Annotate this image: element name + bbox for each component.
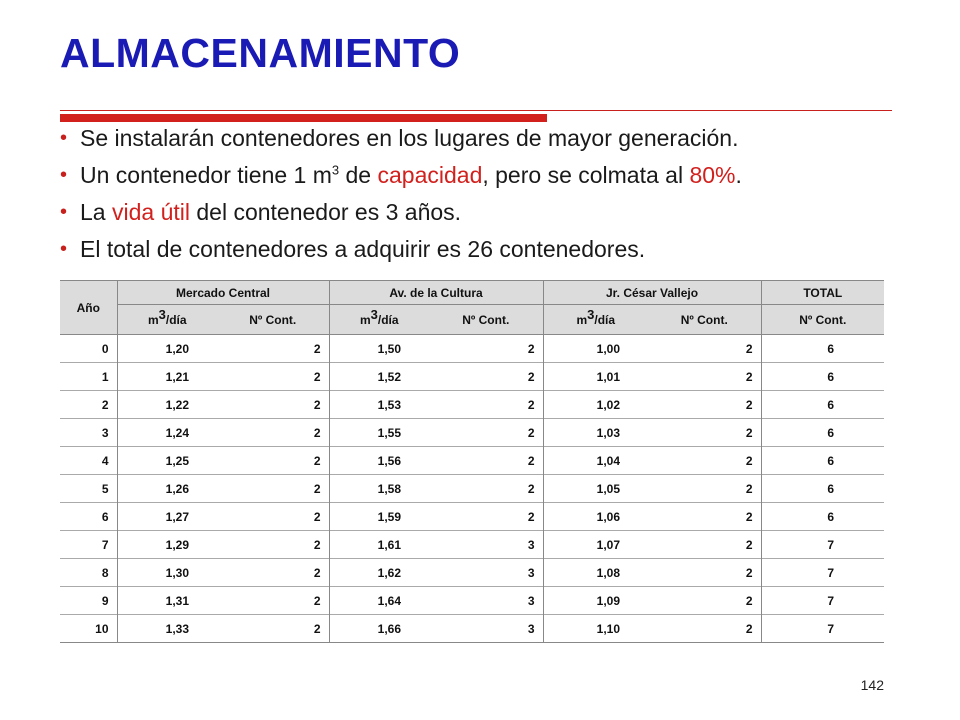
bullet-list: [60, 124, 742, 272]
table-cell: 1,10: [596, 621, 621, 636]
table-cell: 1,62: [377, 565, 401, 580]
bullet-dot-icon: •: [60, 127, 68, 149]
table-cell: 3: [429, 587, 543, 615]
table-cell: 10: [60, 615, 117, 643]
table-cell: 9: [60, 587, 117, 615]
table-cell: 7: [827, 537, 835, 552]
table-cell: 1,27: [165, 509, 189, 524]
table-cell: 2: [217, 335, 329, 363]
table-cell: 7: [827, 593, 835, 608]
table-cell: 2: [648, 615, 761, 643]
bullet-dot-icon: •: [60, 238, 68, 260]
table-cell: 1,30: [165, 565, 189, 580]
subheader-ncont: Nº Cont.: [429, 305, 543, 335]
table-cell: 1,24: [165, 425, 189, 440]
table-row: [60, 559, 884, 587]
table-cell: 2: [429, 503, 543, 531]
table-cell: 1,61: [377, 537, 401, 552]
table-cell: 3: [429, 559, 543, 587]
table-cell: 1,25: [165, 453, 189, 468]
subheader-m3: $m^3$/día: [117, 305, 217, 335]
table-cell: 2: [648, 447, 761, 475]
table-cell: 1,01: [596, 369, 621, 384]
table-cell: 2: [217, 475, 329, 503]
table-cell: 1,55: [377, 425, 401, 440]
table-cell: 2: [429, 363, 543, 391]
table-cell: 1,52: [377, 369, 401, 384]
header-mercado-central: Mercado Central: [117, 281, 329, 305]
header-year: Año: [60, 281, 117, 335]
table-cell: 1,31: [165, 593, 189, 608]
table-cell: 2: [429, 391, 543, 419]
table-cell: 2: [648, 335, 761, 363]
table-cell: 2: [429, 419, 543, 447]
table-row: [60, 363, 884, 391]
highlight-capacidad: capacidad: [377, 162, 483, 188]
table-cell: 2: [648, 531, 761, 559]
table-cell: 1,66: [377, 621, 401, 636]
subheader-ncont: Nº Cont.: [217, 305, 329, 335]
subheader-ncont: Nº Cont.: [648, 305, 761, 335]
table-cell: 2: [429, 335, 543, 363]
table-cell: 2: [217, 615, 329, 643]
bullet-item: • Un contenedor tiene 1 $m^3$ de capacidad, pero se colmata al 80%.: [60, 162, 742, 188]
bullet-item: • El total de contenedores a adquirir es 26 contenedores.: [60, 236, 646, 262]
table-cell: 1,02: [596, 397, 621, 412]
table-row: [60, 447, 884, 475]
table-cell: 5: [60, 475, 117, 503]
bullet-dot-icon: •: [60, 201, 68, 223]
table-row: [60, 503, 884, 531]
table-row: [60, 531, 884, 559]
table-cell: 1,20: [165, 341, 189, 356]
table-cell: 2: [648, 391, 761, 419]
table-cell: 8: [60, 559, 117, 587]
table-cell: 1,59: [377, 509, 401, 524]
table-cell: 2: [648, 475, 761, 503]
slide-title: ALMACENAMIENTO: [60, 30, 461, 76]
table-cell: 1,33: [165, 621, 189, 636]
page-number: 142: [860, 677, 884, 693]
highlight-vida-util: vida útil: [111, 199, 190, 225]
table-cell: 1,56: [377, 453, 401, 468]
table-cell: 2: [648, 559, 761, 587]
table-cell: 1,05: [596, 481, 621, 496]
table-cell: 1,04: [596, 453, 621, 468]
table-cell: 1,08: [596, 565, 621, 580]
table-cell: 6: [827, 509, 835, 524]
table-row: [60, 587, 884, 615]
table-cell: 6: [827, 481, 835, 496]
table-cell: 1,06: [596, 509, 621, 524]
table-cell: 2: [429, 475, 543, 503]
table-row: [60, 615, 884, 643]
table-cell: 2: [217, 559, 329, 587]
table-cell: 2: [648, 587, 761, 615]
table-cell: 2: [648, 503, 761, 531]
table-row: [60, 475, 884, 503]
table-cell: 1,58: [377, 481, 401, 496]
table-cell: 1: [60, 363, 117, 391]
table-cell: 1,53: [377, 397, 401, 412]
bullet-item: • Se instalarán contenedores en los lugares de mayor generación.: [60, 125, 739, 151]
table-row: [60, 335, 884, 363]
table-cell: 0: [60, 335, 117, 363]
table-cell: 2: [648, 419, 761, 447]
table-cell: 4: [60, 447, 117, 475]
header-total: TOTAL: [761, 281, 884, 305]
title-rule-thick: [60, 114, 547, 122]
table-body: [60, 335, 884, 643]
table-cell: 2: [217, 391, 329, 419]
bullet-dot-icon: •: [60, 164, 68, 186]
table-cell: 6: [827, 341, 835, 356]
table-cell: 6: [827, 453, 835, 468]
subheader-m3: $m^3$/día: [329, 305, 429, 335]
subheader-m3: $m^3$/día: [543, 305, 648, 335]
title-rule-thin: [60, 110, 892, 111]
table-cell: 6: [827, 369, 835, 384]
table-cell: 1,50: [377, 341, 401, 356]
table-cell: 2: [429, 447, 543, 475]
table-cell: 1,00: [596, 341, 621, 356]
table-cell: 1,64: [377, 593, 401, 608]
table-row: [60, 391, 884, 419]
bullet-item: • La vida útil del contenedor es 3 años.: [60, 199, 462, 225]
table-cell: 2: [217, 419, 329, 447]
table-cell: 6: [827, 425, 835, 440]
table-cell: 7: [827, 565, 835, 580]
containers-table: [60, 280, 884, 643]
table-cell: 3: [429, 615, 543, 643]
table-cell: 2: [60, 391, 117, 419]
table-cell: 2: [217, 503, 329, 531]
table-cell: 2: [648, 363, 761, 391]
header-av-cultura: Av. de la Cultura: [329, 281, 543, 305]
header-jr-cesar-vallejo: Jr. César Vallejo: [543, 281, 761, 305]
table-cell: 6: [60, 503, 117, 531]
table-cell: 1,22: [165, 397, 189, 412]
table-cell: 7: [827, 621, 835, 636]
table-cell: 2: [217, 587, 329, 615]
table-cell: 3: [60, 419, 117, 447]
table-cell: 2: [217, 531, 329, 559]
table-cell: 1,21: [165, 369, 189, 384]
table-cell: 1,07: [596, 537, 621, 552]
table-row: [60, 419, 884, 447]
table-cell: 6: [827, 397, 835, 412]
subheader-ncont: Nº Cont.: [761, 305, 884, 335]
table-cell: 1,26: [165, 481, 189, 496]
table-cell: 1,03: [596, 425, 621, 440]
table-cell: 1,29: [165, 537, 189, 552]
table-cell: 3: [429, 531, 543, 559]
table-cell: 2: [217, 363, 329, 391]
highlight-percent: 80%: [689, 162, 736, 188]
table-cell: 1,09: [596, 593, 621, 608]
table-cell: 2: [217, 447, 329, 475]
table-cell: 7: [60, 531, 117, 559]
